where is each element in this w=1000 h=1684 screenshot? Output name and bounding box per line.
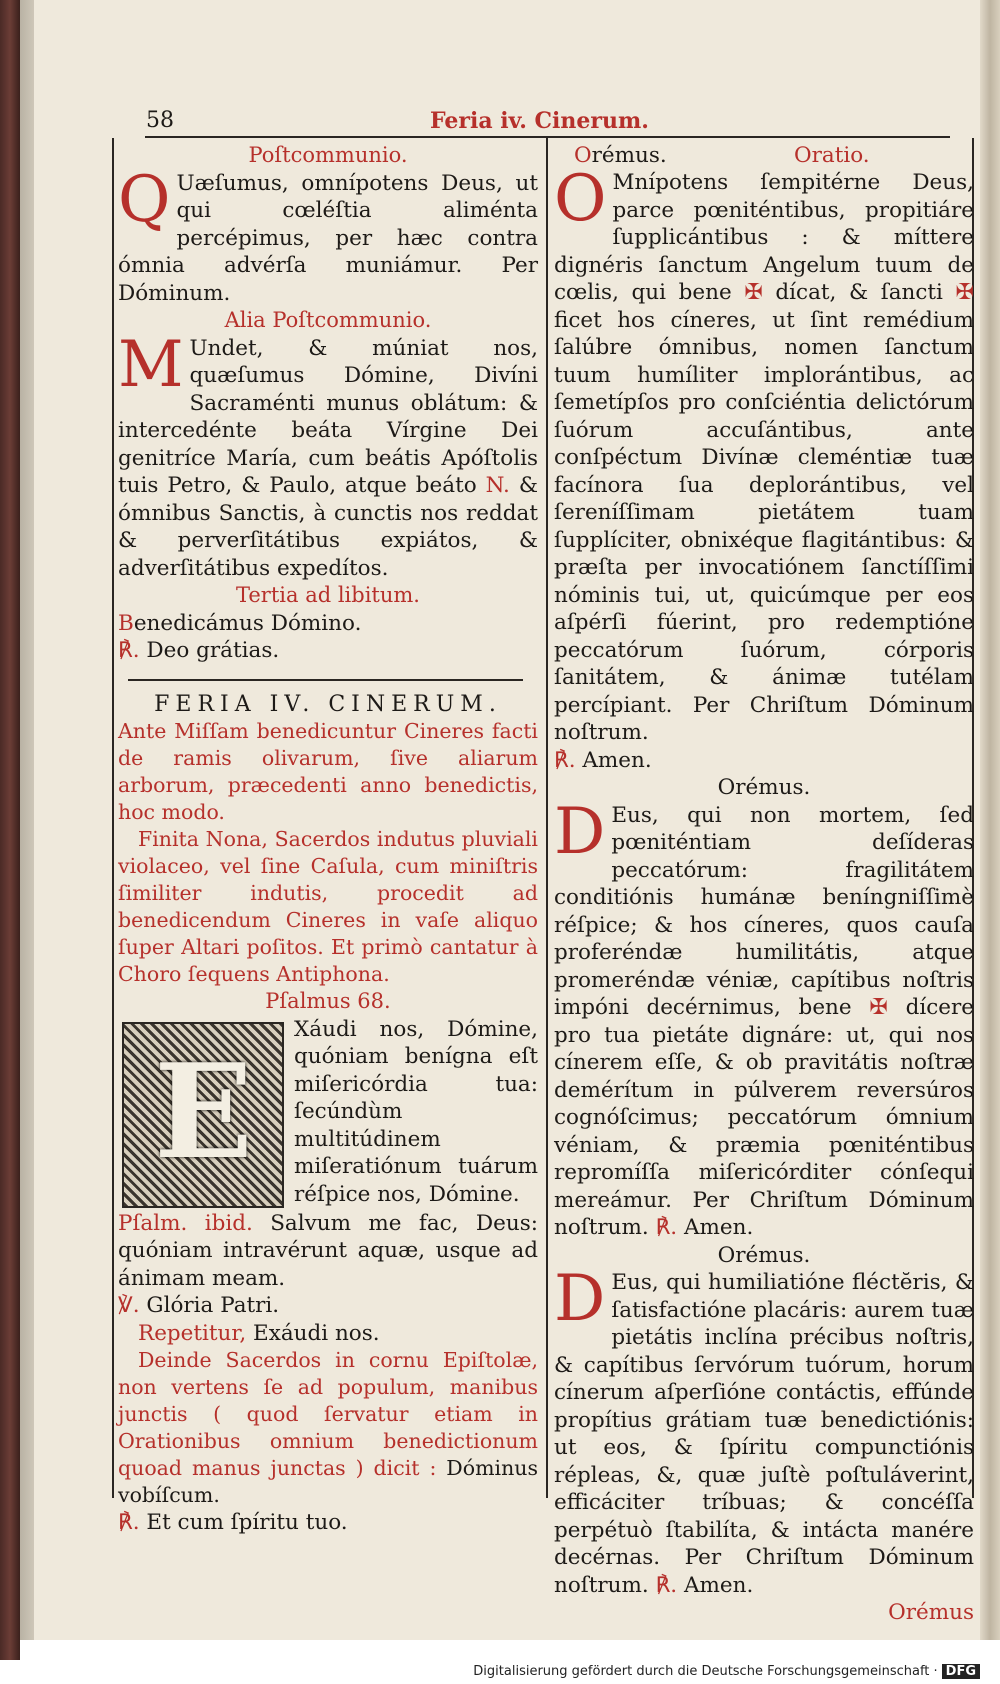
response-symbol: ℟. [655,1572,678,1598]
column-rule-left [112,138,114,1498]
repetitur-label: Repetitur, [138,1320,247,1346]
prayer-text: Uæſumus, omnípotens Deus, ut qui cœléſtia aliménta percépimus, per hæc contra ómnia advérſa muniámur. Per Dóminum. [118,170,538,306]
catchword: Orémus [888,1600,974,1625]
response-symbol: ℟. [655,1215,678,1240]
running-title: Feria iv. Cinerum. [430,108,649,134]
psalm-text: Salvum me fac, Deus: quóniam intravérunt aquæ, usque ad ánimam meam. [118,1210,538,1291]
response-symbol: ℟. [554,747,576,773]
postcommunio-heading: Poſtcommunio. [248,143,408,167]
alia-prayer [118,327,538,583]
psalm-heading: Pſalmus 68. [265,989,391,1013]
rubric: Ante Miſſam benedicuntur Cineres facti de ramis olivarum, ſive aliarum arborum, præcedenti anno benedictis, hoc modo. [118,719,538,824]
oratio-heading: Oratio. [794,143,870,168]
antiphon [118,1016,538,1209]
dominus-vobiscum: Dóminus vobíſcum. [118,1456,538,1507]
antiphon-text: Xáudi nos, Dómine, quóniam benígna eſt miſericórdia tua: ſecúndùm multitúdinem miſeratiónum tuárum réſpice nos, Dómine. [294,1016,538,1207]
oremus-heading: Orémus. [717,1242,811,1268]
versicle-symbol: ℣. [118,1293,140,1318]
response-line [118,1509,538,1537]
blessing-prayer-2: D Eus, qui non mortem, ſed pœniténtiam deſíderas peccatórum: fragilitátem conditiónis humánæ beníngniſſimè réſpice; & hos cíneres, quos cauſa proferéndæ humilitátis, atque promeréndæ véniæ, capítibus noſtris impóni decérnimus, bene ✠ dícere pro tua pietáte dignáre: ut, qui nos cínerem eſſe, & ob pravitátis noſtræ demérítum in púlverem reversúros cognóſcimus; peccatórum ómnium véniam, & præmia pœniténtibus repromíſſa miſericórditer cónſequi mereámur. Per Chriſtum Dóminum noſtrum. ℟. Amen. [554,794,974,1240]
response-line [554,747,974,775]
section-divider [128,679,523,681]
drop-cap: D [554,1262,606,1336]
book-binding [0,0,20,1684]
versicle-text: enedicámus Dómino. [133,610,362,636]
psalm-reference: Pſalm. ibid. [118,1210,253,1236]
name-placeholder: N. [485,473,510,498]
initial-letter: B [118,610,134,636]
response-symbol: ℟. [118,1510,140,1535]
funding-text: Digitalisierung gefördert durch die Deutsche Forschungsgemeinschaft · [473,1664,938,1679]
page-number: 58 [146,108,174,133]
psalm-verse [118,1210,538,1293]
gloria-line [118,1292,538,1320]
oremus: Orémus. [574,143,667,168]
column-rule-middle [546,138,548,1498]
response-line [118,637,538,665]
funding-notice [473,1664,980,1679]
gloria-text: Glória Patri. [146,1293,280,1318]
oremus-heading: Orémus. [717,775,811,800]
drop-cap: M [118,327,184,402]
cross-icon: ✠ [955,280,974,305]
left-column [118,142,538,1537]
prayer-text: Undet, & múniat nos, quæſumus Dómine, Divíni Sacraménti munus oblátum: & intercedénte beáta Vírgine Dei genitríce María, cum beátis Apóſtolis tuis Petro, & Paulo, atque beáto [118,335,538,498]
rubric: Deinde Sacerdos in cornu Epiſtolæ, non vertens ſe ad populum, manibus junctis ( quod ſervatur etiam in Orationibus omnium benedictionum quoad manus junctas ) dicit : Dóminus vobíſcum. [118,1348,538,1507]
benedicamus-line [118,610,538,638]
alia-heading: Alia Poſtcommunio. [224,308,432,332]
page-edge [980,0,1000,1640]
drop-cap: D [554,794,606,869]
cross-icon: ✠ [744,280,763,305]
drop-cap: Q [118,162,171,237]
drop-cap: O [554,162,607,236]
response-text: Et cum ſpíritu tuo. [146,1510,348,1535]
dfg-logo: DFG [942,1664,980,1679]
oremus-oratio-line [554,142,974,169]
prayer-text: & ómnibus Sanctis, à cunctis nos reddat & perverſitátibus expiátos, & adverſitátibus expedítos. [118,473,538,581]
response-text: Amen. [582,747,652,773]
blessing-prayer-1: O Mnípotens ſempitérne Deus, parce pœniténtibus, propitiáre ſupplicántibus : & míttere dignéris ſanctum Angelum tuum de cœlis, qui bene ✠ dícat, & ſancti ✠ ficet hos cíneres, ut ſint remédium ſalúbre ómnibus, nomen ſanctum tuum humíliter implorántibus, ac ſemetípſos pro conſciéntia delictórum ſuórum accuſántibus, ante conſpéctum Divínæ cleméntiæ tuæ facínora ſua deplorántibus, vel ſereníſſimam pietátem tuam ſupplíciter, obnixéque flagitántibus: & præſta per invocatiónem ſanctíſſimi nóminis tui, ut, quicúmque per eos aſpérſi fúerint, pro redemptióne peccatórum ſuórum, córporis ſanitátem, & ánimæ tutélam percípiant. Per Chriſtum Dóminum noſtrum. [554,162,974,745]
section-title: FERIA IV. CINERUM. [154,691,502,717]
response-text: Deo grátias. [146,638,280,663]
repetitur-line [118,1320,538,1348]
running-head [140,108,950,138]
woodcut-initial: E [122,1022,284,1208]
response-symbol: ℟. [118,638,140,663]
repetitur-text: Exáudi nos. [253,1320,380,1346]
blessing-prayer-3: D Eus, qui humiliatióne fléctĕris, & ſatisfactióne placáris: aurem tuæ pietátis inclína précibus noſtris, & capítibus ſervórum tuórum, horum cínerum aſperſióne contáctis, effúnde propítius grátiam tuæ benedictiónis: ut eos, & ſpíritu compunctiónis répleas, &, quæ juſtè poſtuláverint, efficáciter tríbuas; & concéſſa perpétuò ſtabilíta, & intácta manére decérnas. Per Chriſtum Dóminum noſtrum. ℟. Amen. [554,1262,974,1598]
tertia-heading: Tertia ad libitum. [236,583,420,607]
right-column [554,142,974,1627]
rubric: Finita Nona, Sacerdos indutus pluviali violaceo, vel ſine Caſula, cum miniſtris ſimiliter indutis, procedit ad benedicendum Cineres in vaſe aliquo ſuper Altari poſitos. Et primò cantatur à Choro ſequens Antiphona. [118,827,538,986]
cross-icon: ✠ [869,995,888,1020]
postcommunio-prayer [118,162,538,308]
